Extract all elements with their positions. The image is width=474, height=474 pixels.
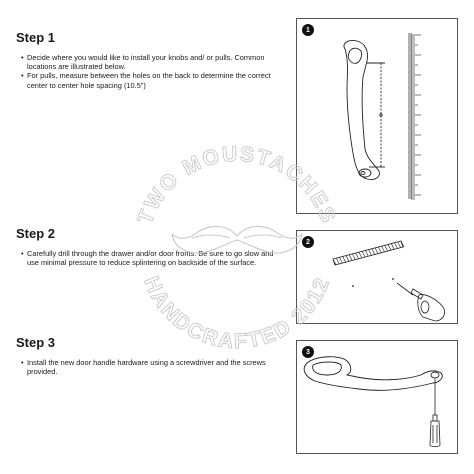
step-1-bullets <box>16 53 286 90</box>
step-3-bullet-1: • Install the new door handle hardware using a screwdriver and the screws provided. <box>22 358 286 376</box>
drill-icon <box>297 231 457 323</box>
step-3-bullets <box>16 358 286 376</box>
screwdriver-icon <box>297 341 457 453</box>
step-3-badge: 3 <box>302 346 314 358</box>
step-1-badge: 1 <box>302 24 314 36</box>
step-1-title: Step 1 <box>16 30 56 45</box>
step-3-title: Step 3 <box>16 335 56 350</box>
step-2-title: Step 2 <box>16 226 56 241</box>
step-3-section <box>16 335 286 376</box>
step-2-bullets <box>16 249 286 267</box>
step-2-illustration <box>296 230 458 324</box>
step-1-bullet-1: • Decide where you would like to install your knobs and/ or pulls. Common locations are illustrated below. <box>22 53 286 71</box>
step-3-illustration <box>296 340 458 454</box>
step-1-section <box>16 30 286 90</box>
ruler-icon <box>297 19 457 213</box>
step-2-section <box>16 226 286 267</box>
step-1-bullet-2: • For pulls, measure between the holes on the back to determine the correct center to center hole spacing (10.5") <box>22 71 286 89</box>
step-2-badge: 2 <box>302 236 314 248</box>
step-2-bullet-1: • Carefully drill through the drawer and/or door fronts. Be sure to go slow and use minimal pressure to reduce splintering on backside of the surface. <box>22 249 286 267</box>
step-1-illustration <box>296 18 458 214</box>
watermark-top-text: TWO MOUSTACHES <box>133 142 341 228</box>
watermark-bottom-text: HANDCRAFTED 2012 <box>139 273 335 354</box>
